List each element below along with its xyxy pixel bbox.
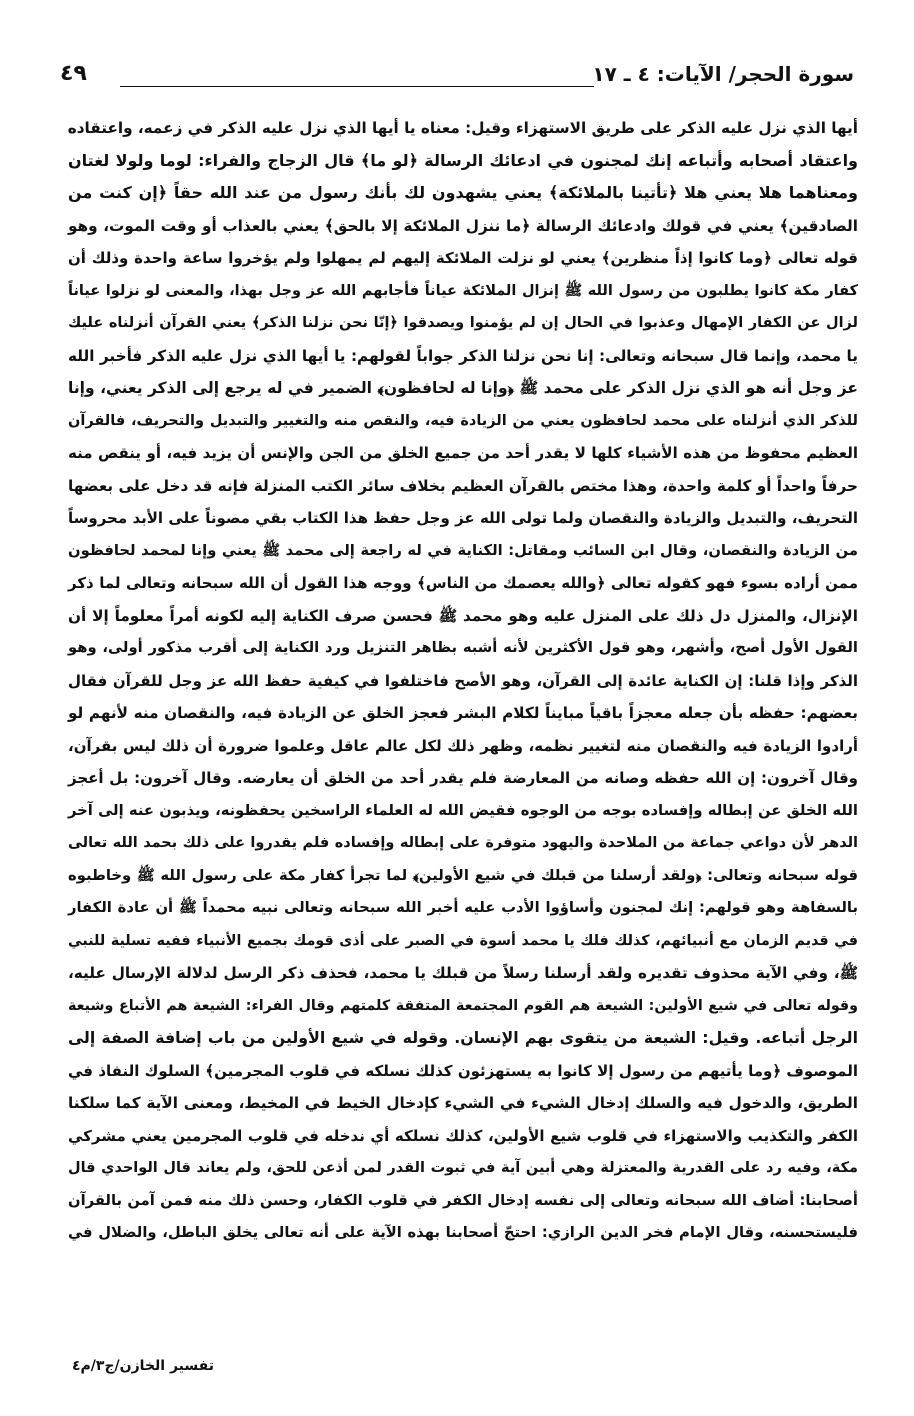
text-line: الرجل أتباعه. وقيل: الشيعة من يتقوى بهم الإنسان. وقوله في شيع الأولين من باب إضافة الصفة إلى bbox=[68, 1028, 858, 1047]
running-header bbox=[60, 58, 854, 98]
text-line: الموصوف ﴿وما يأتيهم من رسول إلا كانوا به يستهزئون كذلك نسلكه في قلوب المجرمين﴾ السلوك النفاذ في bbox=[68, 1061, 858, 1080]
text-line: الإنزال، والمنزل دل ذلك على المنزل عليه وهو محمد ﷺ فحسن صرف الكناية إليه لكونه أمراً معلوماً إلا أن bbox=[68, 606, 858, 625]
text-line: لزال عن الكفار الإمهال وعذبوا في الحال إن لم يؤمنوا ويصدقوا ﴿إنّا نحن نزلنا الذكر﴾ يعني القرآن أنزلناه عليك bbox=[68, 315, 858, 331]
text-line: حرفاً واحداً أو كلمة واحدة، وهذا مختص بالقرآن العظيم بخلاف سائر الكتب المنزلة فإنه قد دخل على بعضها bbox=[68, 476, 858, 495]
text-line: قوله سبحانه وتعالى: ﴿ولقد أرسلنا من قبلك في شيع الأولين﴾ لما تجرأ كفار مكة على رسول الله ﷺ وخاطبوه bbox=[68, 866, 858, 884]
text-line: ﷺ، وفي الآية محذوف تقديره ولقد أرسلنا رسلاً من قبلك يا محمد، فحذف ذكر الرسل لدلالة الإرسال عليه، bbox=[68, 964, 858, 982]
text-line: واعتقاد أصحابه وأتباعه إنك لمجنون في ادعائك الرسالة ﴿لو ما﴾ قال الزجاج والفراء: لوما ولولا لغتان bbox=[68, 150, 858, 170]
text-line: الكفر والتكذيب والاستهزاء في قلوب شيع الأولين، كذلك نسلكه أي ندخله في قلوب المجرمين يعني مشركي bbox=[68, 1126, 858, 1145]
header-rule bbox=[120, 86, 594, 87]
chapter-verses-title: سورة الحجر/ الآيات: ٤ ـ ١٧ bbox=[592, 62, 854, 86]
text-line: ومعناهما هلا يعني هلا ﴿تأتينا بالملائكة﴾ يعني يشهدون لك بأنك رسول من عند الله حقاً ﴿إن كنت من bbox=[68, 183, 858, 202]
text-line: وقال آخرون: إن الله حفظه وصانه من المعارضة فلم يقدر أحد من الخلق أن يعارضه. وقال آخرون: بل أعجز bbox=[68, 769, 858, 787]
text-line: القول الأول أصح، وأشهر، وهو قول الأكثرين لأنه أشبه بظاهر التنزيل ورد الكناية إلى أقرب مذكور أولى، وهو bbox=[68, 639, 858, 656]
text-line: بالسفاهة وهو قولهم: إنك لمجنون وأساؤوا الأدب عليه أخبر الله سبحانه وتعالى نبيه محمداً ﷺ أن عادة الكفار bbox=[68, 899, 858, 916]
text-line: الطريق، والدخول فيه والسلك إدخال الشيء في الشيء كإدخال الخيط في المخيط، ومعنى الآية كما سلكنا bbox=[68, 1094, 858, 1112]
text-line: قوله تعالى ﴿وما كانوا إذاً منظرين﴾ يعني لو نزلت الملائكة إليهم لم يمهلوا ولم يؤخروا ساعة واحدة وذلك أن bbox=[68, 249, 858, 267]
text-line: مكة، وفيه رد على القدرية والمعتزلة وهي أبين آية في ثبوت القدر لمن أذعن للحق، ولم يعاند قال الواحدي قال bbox=[68, 1160, 858, 1176]
text-line: العظيم محفوظ من هذه الأشياء كلها لا يقدر أحد من جميع الخلق من الجن والإنس أن يزيد فيه، أو ينقص منه bbox=[68, 444, 858, 462]
footer-signature: تفسير الخازن/ج٣/م٤ bbox=[72, 1358, 214, 1374]
text-line: فليستحسنه، وقال الإمام فخر الدين الرازي: احتجّ أصحابنا بهذه الآية على أنه تعالى يخلق الباطل، والضلال في bbox=[68, 1224, 858, 1241]
text-line: كفار مكة كانوا يطلبون من رسول الله ﷺ إنزال الملائكة عياناً فأجابهم الله عز وجل بهذا، والمعنى لو نزلوا عياناً bbox=[68, 282, 858, 299]
text-line: التحريف، والتبديل والزيادة والنقصان ولما تولى الله عز وجل حفظ هذا الكتاب بقي مصوناً على الأبد محروساً bbox=[68, 509, 858, 527]
text-line: الصادقين﴾ يعني في قولك وادعائك الرسالة ﴿ما ننزل الملائكة إلا بالحق﴾ يعني بالعذاب أو وقت الموت، وهو bbox=[68, 216, 858, 235]
text-line: أرادوا الزيادة فيه والنقصان منه لتغيير نظمه، وظهر ذلك لكل عالم عاقل وعلموا ضرورة أن ذلك ليس بقرآن، bbox=[68, 736, 858, 755]
text-line: وقوله تعالى في شيع الأولين: الشيعة هم القوم المجتمعة المتفقة كلمتهم وقال الفراء: الشيعة هم الأتباع وشيعة bbox=[68, 997, 858, 1014]
commentary-text bbox=[68, 112, 858, 1250]
text-line: في قديم الزمان مع أنبيائهم، كذلك فلك يا محمد أسوة في الصبر على أذى قومك بجميع الأنبياء ففيه تسلية للنبي bbox=[68, 932, 858, 949]
text-line: الدهر لأن دواعي جماعة من الملاحدة واليهود متوفرة على إبطاله وإفساده فلم يقدروا على ذلك بحمد الله تعالى bbox=[68, 835, 858, 851]
text-line: بعضهم: حفظه بأن جعله معجزاً باقياً مبايناً لكلام البشر فعجز الخلق عن الزيادة فيه، والنقصان منه لأنهم لو bbox=[68, 704, 858, 722]
text-line: الذكر وإذا قلنا: إن الكناية عائدة إلى القرآن، وهو الأصح فاختلفوا في كيفية حفظ الله عز وجل للقرآن فقال bbox=[68, 671, 858, 690]
text-line: ممن أراده بسوء فهو كقوله تعالى ﴿والله يعصمك من الناس﴾ ووجه هذا القول أن الله سبحانه وتعالى لما ذكر bbox=[68, 574, 858, 592]
text-line: أصحابنا: أضاف الله سبحانه وتعالى إلى نفسه إدخال الكفر في قلوب الكفار، وحسن ذلك منه فمن آمن بالقرآن bbox=[68, 1191, 858, 1209]
text-line: الله الخلق عن إبطاله وإفساده بوجه من الوجوه فقيض الله له العلماء الراسخين يحفظونه، ويذبون عنه إلى آخر bbox=[68, 801, 858, 819]
text-line: للذكر الذي أنزلناه على محمد لحافظون يعني من الزيادة فيه، والنقص منه والتغيير والتبديل والتحريف، فالقرآن bbox=[68, 412, 858, 429]
text-line: من الزيادة والنقصان، وقال ابن السائب ومقاتل: الكناية في له راجعة إلى محمد ﷺ يعني وإنا لمحمد لحافظون bbox=[68, 541, 858, 559]
text-line: عز وجل أنه هو الذي نزل الذكر على محمد ﷺ ﴿وإنا له لحافظون﴾ الضمير في له يرجع إلى الذكر يعني، وإنا bbox=[68, 379, 858, 397]
page-number: ٤٩ bbox=[60, 61, 87, 86]
text-line: يا محمد، وإنما قال سبحانه وتعالى: إنا نحن نزلنا الذكر جواباً لقولهم: يا أيها الذي نزل عليه الذكر فأخبر الله bbox=[68, 346, 858, 365]
text-line: أيها الذي نزل عليه الذكر على طريق الاستهزاء وقيل: معناه يا أيها الذي نزل عليه الذكر في زعمه، واعتقاده bbox=[67, 119, 858, 137]
